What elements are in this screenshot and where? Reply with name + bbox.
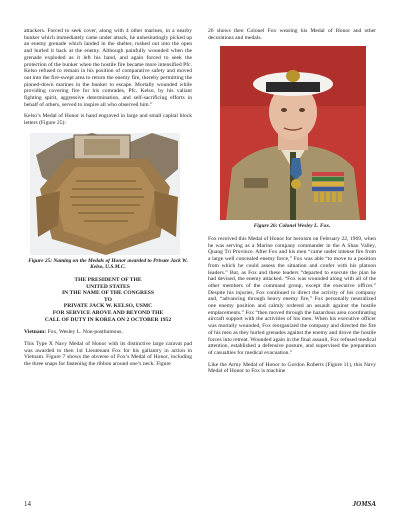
magazine-name: JOMSA (352, 500, 376, 508)
left-column (24, 28, 192, 373)
vietnam-entry (24, 329, 192, 336)
figure-25-medal-image (30, 133, 180, 255)
right-paragraph-3: Like the Army Medal of Honor to Gordon Roberts (Figure 11), this Navy Medal of Honor to Fox is machine (208, 361, 376, 375)
figure-26-caption: Figure 26: Colonel Wesley L. Fox. (253, 223, 331, 230)
inscription-line: UNITED STATES (86, 283, 130, 290)
left-paragraph-1: attackers. Forced to seek cover, along with 4 other marines, in a nearby bunker which immediately came under attack, he unhesitatingly picked up an enemy grenade which landed in the shelter, rushed out into the open and hurled it back at the enemy. Although painfully wounded when the grenade exploded as it left his hand, and again forced to seek the protection of the bunker when the hostile fire became more intensified Pfc. Kelso refused to remain in his position of comparative safety and moved out into the fire-swept area to return the enemy fire, thereby permitting the pinned-down marines in the bunker to escape. Mortally wounded while providing covering fire for his comrades, Pfc. Kelso, by his valiant fighting spirit, aggressive determination, and self-sacrificing efforts in behalf of others, served to inspire all who observed him.” (24, 28, 192, 108)
left-paragraph-2: Kelso’s Medal of Honor is hand engraved in large and small capital block letters (Figure 25): (24, 113, 192, 127)
page-number: 14 (24, 500, 31, 508)
inscription-line: THE PRESIDENT OF THE (74, 277, 142, 284)
inscription-line: IN THE NAME OF THE CONGRESS (61, 290, 155, 297)
inscription-line: FOR SERVICE ABOVE AND BEYOND THE (52, 310, 164, 316)
inscription-line: PRIVATE JACK W. KELSO, USMC (63, 303, 153, 310)
inscription-line: CALL OF DUTY IN KOREA ON 2 OCTOBER 1952 (44, 316, 172, 323)
vietnam-text: Fox, Wesley L. Non-posthumous. (46, 329, 123, 336)
left-paragraph-3: This Type X Navy Medal of Honor with its distinctive large caravat pad was awarded to then 1st Lieutenant Fox for his gallantry in action in Vietnam. Figure 7 shows the obverse of Fox’s Medal of Honor, including the three snaps for fastening the ribbon around one’s neck. Figure (24, 340, 192, 367)
figure-26-portrait-image (220, 46, 366, 220)
right-column (208, 28, 376, 380)
medal-inscription (24, 277, 192, 323)
right-paragraph-2: Fox received this Medal of Honor for heroism on February 22, 1969, when he was serving as a Marine company commander in the A Shau Valley, Quang Tri Province. After Fox and his men “came under intense fire from a large well concealed enemy force,” Fox was able “to move to a position from which he could assess the situation and confer with his platoon leaders.” But, as Fox and these leaders “departed to execute the plan he had devised, the enemy attacked. “Fox was wounded along with all of the other members of the command group, except the executive officer.” Despite his injuries, Fox continued to direct the activity of his company and, “advancing through heavy enemy fire,” Fox personally neutralized one enemy position and calmly ordered an assault against the hostile emplacements.” Fox “then moved through the hazardous area coordinating aircraft support with the activities of his men. When his executive officer was mortally wounded, Fox reorganized the company and directed the fire of his men as they hurled grenades against the enemy and drove the hostile forces into retreat. Wounded again in the final assault, Fox refused medical attention, established a defensive posture, and supervised the preparation of casualties for medical evacuation.” (208, 236, 376, 356)
inscription-line: TO (104, 296, 112, 303)
figure-25-caption: Figure 25: Naming on the Medals of Honor awarded to Private Jack W. Kelso, U.S.M.C. (28, 257, 188, 271)
right-paragraph-1: 26 shows then Colonel Fox wearing his Medal of Honor and other decorations and medals. (208, 28, 376, 41)
vietnam-label: Vietnam: (24, 329, 47, 336)
